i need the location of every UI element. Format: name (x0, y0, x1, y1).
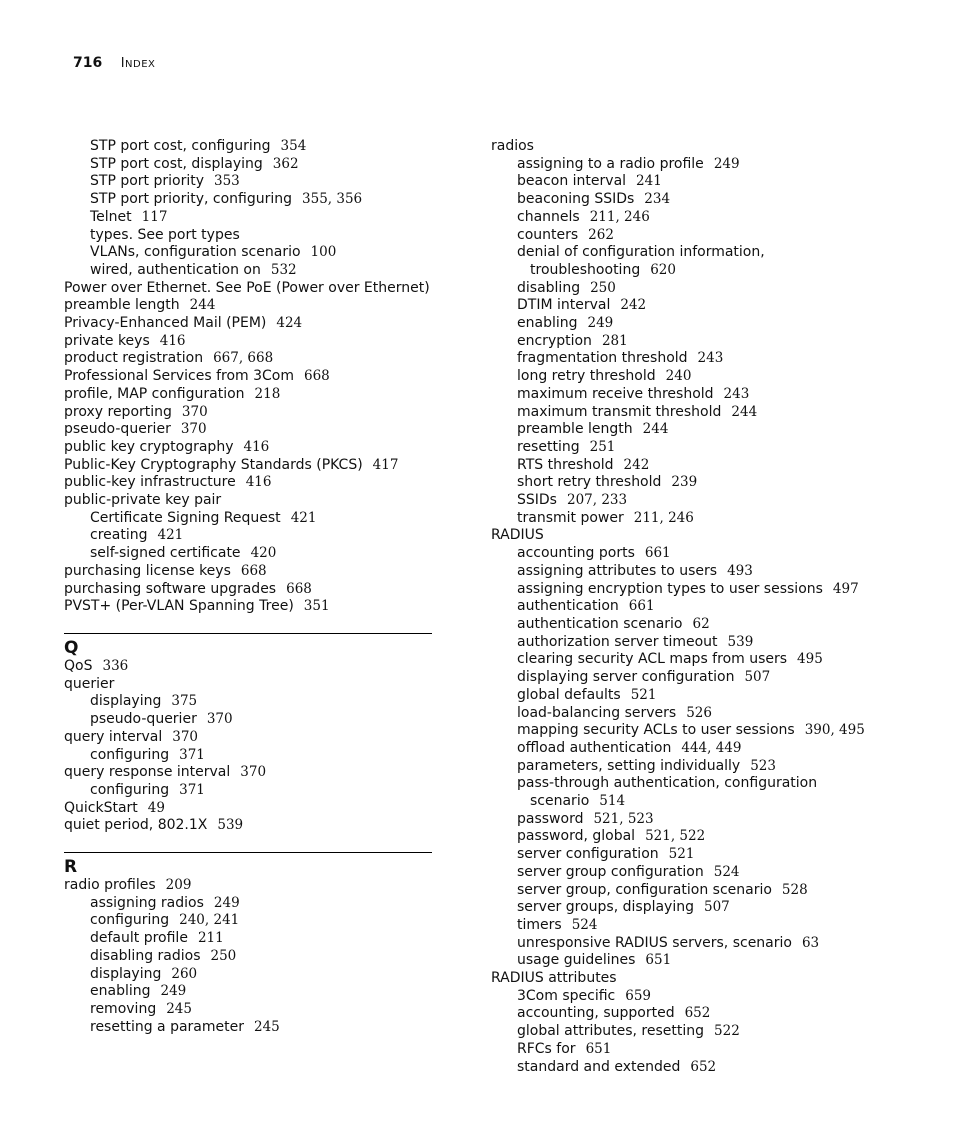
entry-page-refs: 652 (684, 1005, 711, 1022)
index-subentry (491, 988, 911, 1006)
index-entry (64, 729, 444, 747)
entry-term: global attributes, resetting (517, 1023, 705, 1040)
index-subentry (491, 1041, 911, 1059)
entry-term: password (517, 810, 584, 827)
entry-term: displaying (90, 693, 162, 710)
index-subentry (64, 912, 444, 930)
entry-page-refs: 524 (571, 916, 598, 933)
index-entry (64, 581, 444, 599)
entry-term: quiet period, 802.1X (64, 817, 208, 834)
entry-page-refs: 497 (832, 580, 859, 597)
entry-term: mapping security ACLs to user sessions (517, 722, 795, 739)
index-subentry (64, 191, 444, 209)
index-subentry (491, 173, 911, 191)
entry-term: wired, authentication on (90, 261, 261, 278)
index-subentry (64, 545, 444, 563)
entry-page-refs: 260 (171, 965, 198, 982)
index-entry (491, 138, 911, 156)
entry-term: disabling (517, 279, 581, 296)
entry-term: long retry threshold (517, 368, 656, 385)
index-subentry (491, 368, 911, 386)
entry-term: SSIDs (517, 492, 557, 509)
entry-term: purchasing software upgrades (64, 580, 277, 597)
index-subentry (491, 439, 911, 457)
index-subentry (491, 598, 911, 616)
entry-term: DTIM interval (517, 297, 611, 314)
entry-page-refs: 421 (290, 509, 317, 526)
entry-term: VLANs, configuration scenario (90, 244, 301, 261)
index-subentry (491, 227, 911, 245)
entry-term: accounting ports (517, 545, 635, 562)
index-subentry (491, 740, 911, 758)
entry-term: querier (64, 675, 115, 692)
entry-page-refs: 353 (214, 173, 240, 190)
entry-page-refs: 417 (372, 456, 399, 473)
index-entry (64, 350, 444, 368)
entry-term: removing (90, 1000, 157, 1017)
entry-term: Privacy-Enhanced Mail (PEM) (64, 315, 267, 332)
entry-term: offload authentication (517, 739, 672, 756)
entry-term: pseudo-querier (90, 711, 197, 728)
entry-term: transmit power (517, 509, 624, 526)
index-subentry (491, 386, 911, 404)
entry-page-refs: 245 (254, 1018, 280, 1035)
entry-term: assigning to a radio profile (517, 155, 704, 172)
entry-page-refs: 667, 668 (213, 350, 274, 367)
index-subentry (491, 563, 911, 581)
index-subentry (491, 191, 911, 209)
entry-term: clearing security ACL maps from users (517, 651, 788, 668)
entry-term: private keys (64, 332, 150, 349)
entry-page-refs: 244 (189, 297, 216, 314)
index-entry (64, 598, 444, 616)
entry-term: accounting, supported (517, 1005, 675, 1022)
index-subentry (64, 244, 444, 262)
entry-page-refs: 620 (650, 261, 676, 278)
entry-page-refs: 354 (280, 138, 307, 154)
entry-page-refs: 421 (157, 527, 184, 544)
index-subentry (491, 793, 911, 811)
index-subentry (491, 828, 911, 846)
index-subentry (491, 510, 911, 528)
index-subentry (491, 244, 911, 262)
entry-page-refs: 523 (750, 757, 776, 774)
entry-page-refs: 371 (179, 781, 205, 798)
entry-page-refs: 528 (781, 881, 808, 898)
index-subentry (491, 156, 911, 174)
entry-page-refs: 532 (270, 261, 297, 278)
index-entry (64, 800, 444, 818)
index-subentry (491, 846, 911, 864)
running-title: INDEX (120, 56, 156, 71)
entry-page-refs: 244 (731, 403, 758, 420)
index-subentry (491, 1005, 911, 1023)
entry-page-refs: 420 (250, 545, 277, 562)
index-subentry (491, 1059, 911, 1077)
index-subentry (491, 634, 911, 652)
entry-term: RADIUS attributes (491, 970, 617, 987)
entry-page-refs: 351 (303, 598, 330, 615)
entry-term: displaying server configuration (517, 669, 735, 686)
entry-page-refs: 539 (727, 633, 754, 650)
entry-page-refs: 63 (801, 934, 820, 951)
entry-page-refs: 652 (690, 1058, 717, 1075)
entry-term: Certificate Signing Request (90, 509, 281, 526)
entry-page-refs: 250 (210, 947, 237, 964)
entry-page-refs: 521, 523 (593, 810, 654, 827)
entry-page-refs: 211 (197, 930, 224, 947)
index-entry (64, 368, 444, 386)
entry-term: assigning attributes to users (517, 562, 718, 579)
index-entry (64, 474, 444, 492)
entry-term: channels (517, 208, 580, 225)
index-subentry (64, 711, 444, 729)
index-entry (491, 970, 911, 988)
entry-term: beacon interval (517, 173, 627, 190)
entry-page-refs: 336 (102, 657, 129, 674)
index-entry (491, 527, 911, 545)
entry-term: load-balancing servers (517, 704, 677, 721)
entry-term: configuring (90, 912, 170, 929)
entry-page-refs: 416 (159, 332, 186, 349)
entry-page-refs: 362 (272, 155, 299, 172)
entry-page-refs: 249 (160, 983, 187, 1000)
index-entry (64, 764, 444, 782)
entry-term: timers (517, 916, 562, 933)
entry-term: QoS (64, 657, 93, 674)
entry-page-refs: 218 (254, 385, 281, 402)
entry-term: Telnet (90, 208, 132, 225)
entry-term: disabling radios (90, 947, 201, 964)
entry-page-refs: 240 (665, 368, 692, 385)
index-subentry (491, 315, 911, 333)
entry-page-refs: 355, 356 (302, 191, 363, 208)
index-entry (64, 492, 444, 510)
entry-term: authentication scenario (517, 615, 683, 632)
entry-term: 3Com specific (517, 987, 616, 1004)
page-header (73, 55, 155, 71)
entry-term: default profile (90, 930, 188, 947)
entry-page-refs: 243 (723, 385, 750, 402)
index-subentry (491, 474, 911, 492)
entry-page-refs: 240, 241 (179, 912, 240, 929)
index-subentry (64, 510, 444, 528)
index-subentry (64, 966, 444, 984)
entry-page-refs: 495 (797, 651, 823, 668)
index-subentry (491, 262, 911, 280)
index-subentry (491, 581, 911, 599)
entry-page-refs: 416 (243, 438, 270, 455)
entry-term: displaying (90, 965, 162, 982)
entry-term: resetting (517, 438, 580, 455)
entry-term: enabling (517, 315, 578, 332)
index-entry (64, 386, 444, 404)
entry-page-refs: 207, 233 (566, 492, 628, 509)
entry-term: server configuration (517, 846, 659, 863)
index-subentry (491, 864, 911, 882)
entry-page-refs: 370 (206, 711, 233, 728)
entry-page-refs: 524 (713, 863, 740, 880)
entry-page-refs: 507 (703, 899, 730, 916)
entry-term: Power over Ethernet. See PoE (Power over Ethernet) (64, 279, 430, 296)
entry-term: usage guidelines (517, 952, 636, 969)
entry-term: preamble length (64, 297, 180, 314)
entry-page-refs: 242 (620, 297, 647, 314)
entry-page-refs: 521 (668, 846, 695, 863)
entry-page-refs: 249 (587, 315, 614, 332)
entry-term: server group, configuration scenario (517, 881, 772, 898)
entry-page-refs: 521, 522 (645, 828, 706, 845)
entry-term: profile, MAP configuration (64, 385, 245, 402)
entry-page-refs: 521 (630, 686, 657, 703)
entry-term: fragmentation threshold (517, 350, 688, 367)
index-subentry (64, 527, 444, 545)
entry-term: maximum transmit threshold (517, 403, 722, 420)
entry-term: global defaults (517, 686, 621, 703)
index-subentry (491, 297, 911, 315)
index-entry (64, 563, 444, 581)
entry-page-refs: 62 (692, 615, 710, 632)
entry-term: radio profiles (64, 877, 156, 894)
entry-page-refs: 234 (644, 191, 671, 208)
entry-term: STP port cost, configuring (90, 138, 271, 154)
entry-page-refs: 370 (240, 764, 267, 781)
index-entry (64, 457, 444, 475)
entry-page-refs: 239 (671, 474, 698, 491)
index-subentry (491, 1023, 911, 1041)
entry-page-refs: 444, 449 (681, 739, 742, 756)
entry-term: unresponsive RADIUS servers, scenario (517, 934, 792, 951)
entry-term: pass-through authentication, configuration (517, 775, 818, 792)
index-section-q (64, 633, 444, 658)
index-entry (64, 439, 444, 457)
entry-term: assigning encryption types to user sessions (517, 580, 823, 597)
index-subentry (491, 669, 911, 687)
entry-page-refs: 100 (310, 244, 337, 261)
entry-page-refs: 522 (714, 1023, 740, 1040)
index-subentry (491, 333, 911, 351)
entry-term: scenario (530, 793, 590, 810)
index-subentry (491, 616, 911, 634)
entry-page-refs: 241 (636, 173, 662, 190)
section-divider (64, 852, 432, 853)
entry-page-refs: 493 (727, 562, 753, 579)
entry-term: PVST+ (Per-VLAN Spanning Tree) (64, 598, 294, 615)
index-subentry (64, 895, 444, 913)
index-subentry (491, 209, 911, 227)
entry-term: self-signed certificate (90, 545, 241, 562)
entry-term: pseudo-querier (64, 421, 171, 438)
index-subentry (491, 917, 911, 935)
entry-term: enabling (90, 983, 151, 1000)
entry-term: STP port priority, configuring (90, 191, 293, 208)
index-subentry (64, 262, 444, 280)
entry-term: encryption (517, 332, 592, 349)
entry-term: proxy reporting (64, 403, 172, 420)
index-subentry (64, 1001, 444, 1019)
entry-term: assigning radios (90, 894, 204, 911)
entry-page-refs: 651 (585, 1040, 612, 1057)
index-subentry (64, 747, 444, 765)
entry-page-refs: 507 (744, 669, 771, 686)
index-entry (64, 280, 444, 298)
entry-term: public key cryptography (64, 438, 234, 455)
index-entry (64, 404, 444, 422)
entry-term: beaconing SSIDs (517, 191, 635, 208)
index-subentry (64, 930, 444, 948)
entry-term: password, global (517, 828, 636, 845)
entry-page-refs: 251 (589, 438, 616, 455)
index-subentry (491, 404, 911, 422)
index-subentry (491, 899, 911, 917)
index-subentry (491, 758, 911, 776)
entry-term: server group configuration (517, 863, 704, 880)
entry-term: standard and extended (517, 1058, 681, 1075)
entry-term: public-private key pair (64, 492, 222, 509)
index-subentry (64, 138, 444, 156)
entry-term: query interval (64, 728, 163, 745)
index-entry (64, 658, 444, 676)
index-subentry (64, 209, 444, 227)
index-subentry (491, 651, 911, 669)
entry-page-refs: 211, 246 (633, 509, 694, 526)
entry-page-refs: 659 (625, 987, 652, 1004)
entry-page-refs: 249 (213, 894, 240, 911)
index-subentry (64, 782, 444, 800)
entry-term: QuickStart (64, 799, 138, 816)
entry-term: public-key infrastructure (64, 474, 236, 491)
section-letter: R (64, 857, 78, 878)
index-column-left (64, 138, 444, 1036)
section-letter: Q (64, 637, 79, 658)
entry-term: product registration (64, 350, 204, 367)
index-column-right (491, 138, 911, 1076)
index-subentry (491, 545, 911, 563)
index-entry (64, 297, 444, 315)
entry-page-refs: 370 (180, 421, 207, 438)
index-subentry (64, 983, 444, 1001)
entry-page-refs: 539 (217, 817, 244, 834)
entry-page-refs: 244 (642, 421, 669, 438)
entry-page-refs: 668 (240, 562, 267, 579)
entry-term: creating (90, 527, 148, 544)
entry-page-refs: 661 (644, 545, 671, 562)
index-entry (64, 333, 444, 351)
entry-term: Public-Key Cryptography Standards (PKCS) (64, 456, 363, 473)
index-subentry (491, 882, 911, 900)
entry-term: configuring (90, 746, 170, 763)
entry-page-refs: 262 (588, 226, 614, 243)
entry-page-refs: 209 (165, 877, 192, 894)
entry-term: STP port priority (90, 173, 204, 190)
index-subentry (64, 1019, 444, 1037)
index-subentry (491, 722, 911, 740)
index-subentry (491, 775, 911, 793)
entry-term: authorization server timeout (517, 633, 718, 650)
index-subentry (491, 935, 911, 953)
entry-page-refs: 49 (147, 799, 165, 816)
entry-page-refs: 390, 495 (804, 722, 865, 739)
entry-term: preamble length (517, 421, 633, 438)
index-entry (64, 421, 444, 439)
index-subentry (64, 173, 444, 191)
index-subentry (491, 350, 911, 368)
entry-page-refs: 651 (645, 952, 672, 969)
entry-term: STP port cost, displaying (90, 155, 263, 172)
entry-term: types. See port types (90, 226, 240, 243)
entry-term: configuring (90, 781, 170, 798)
entry-term: troubleshooting (530, 261, 641, 278)
entry-term: counters (517, 226, 579, 243)
entry-page-refs: 370 (172, 728, 199, 745)
entry-term: server groups, displaying (517, 899, 694, 916)
entry-term: parameters, setting individually (517, 757, 741, 774)
entry-term: short retry threshold (517, 474, 662, 491)
index-subentry (64, 693, 444, 711)
index-subentry (64, 948, 444, 966)
entry-page-refs: 668 (286, 580, 312, 597)
index-subentry (64, 227, 444, 245)
page-number: 716 (73, 55, 103, 71)
entry-page-refs: 371 (179, 746, 205, 763)
entry-term: Professional Services from 3Com (64, 368, 294, 385)
entry-page-refs: 661 (628, 598, 655, 615)
index-entry (64, 817, 444, 835)
entry-page-refs: 526 (686, 704, 712, 721)
entry-page-refs: 375 (171, 693, 198, 710)
index-subentry (491, 421, 911, 439)
entry-term: radios (491, 138, 534, 154)
entry-page-refs: 211, 246 (589, 208, 650, 225)
entry-page-refs: 249 (713, 155, 740, 172)
section-divider (64, 633, 432, 634)
entry-term: RTS threshold (517, 456, 614, 473)
index-subentry (491, 687, 911, 705)
index-subentry (64, 156, 444, 174)
entry-term: RFCs for (517, 1040, 576, 1057)
index-subentry (491, 952, 911, 970)
entry-term: denial of configuration information, (517, 244, 765, 261)
index-subentry (491, 280, 911, 298)
index-subentry (491, 492, 911, 510)
entry-page-refs: 281 (601, 332, 628, 349)
entry-term: RADIUS (491, 527, 544, 544)
entry-page-refs: 668 (304, 368, 330, 385)
entry-page-refs: 416 (245, 474, 272, 491)
entry-page-refs: 514 (599, 793, 626, 810)
index-subentry (491, 705, 911, 723)
index-subentry (491, 457, 911, 475)
index-section-r (64, 852, 444, 877)
entry-term: query response interval (64, 764, 231, 781)
entry-page-refs: 243 (697, 350, 724, 367)
entry-page-refs: 242 (623, 456, 650, 473)
entry-term: authentication (517, 598, 619, 615)
entry-page-refs: 370 (181, 403, 208, 420)
entry-page-refs: 117 (141, 208, 168, 225)
entry-term: resetting a parameter (90, 1018, 244, 1035)
entry-page-refs: 245 (166, 1000, 192, 1017)
entry-page-refs: 424 (276, 315, 303, 332)
index-entry (64, 676, 444, 694)
index-entry (64, 315, 444, 333)
entry-term: purchasing license keys (64, 562, 231, 579)
index-entry (64, 877, 444, 895)
index-subentry (491, 811, 911, 829)
entry-term: maximum receive threshold (517, 385, 714, 402)
entry-page-refs: 250 (590, 279, 616, 296)
